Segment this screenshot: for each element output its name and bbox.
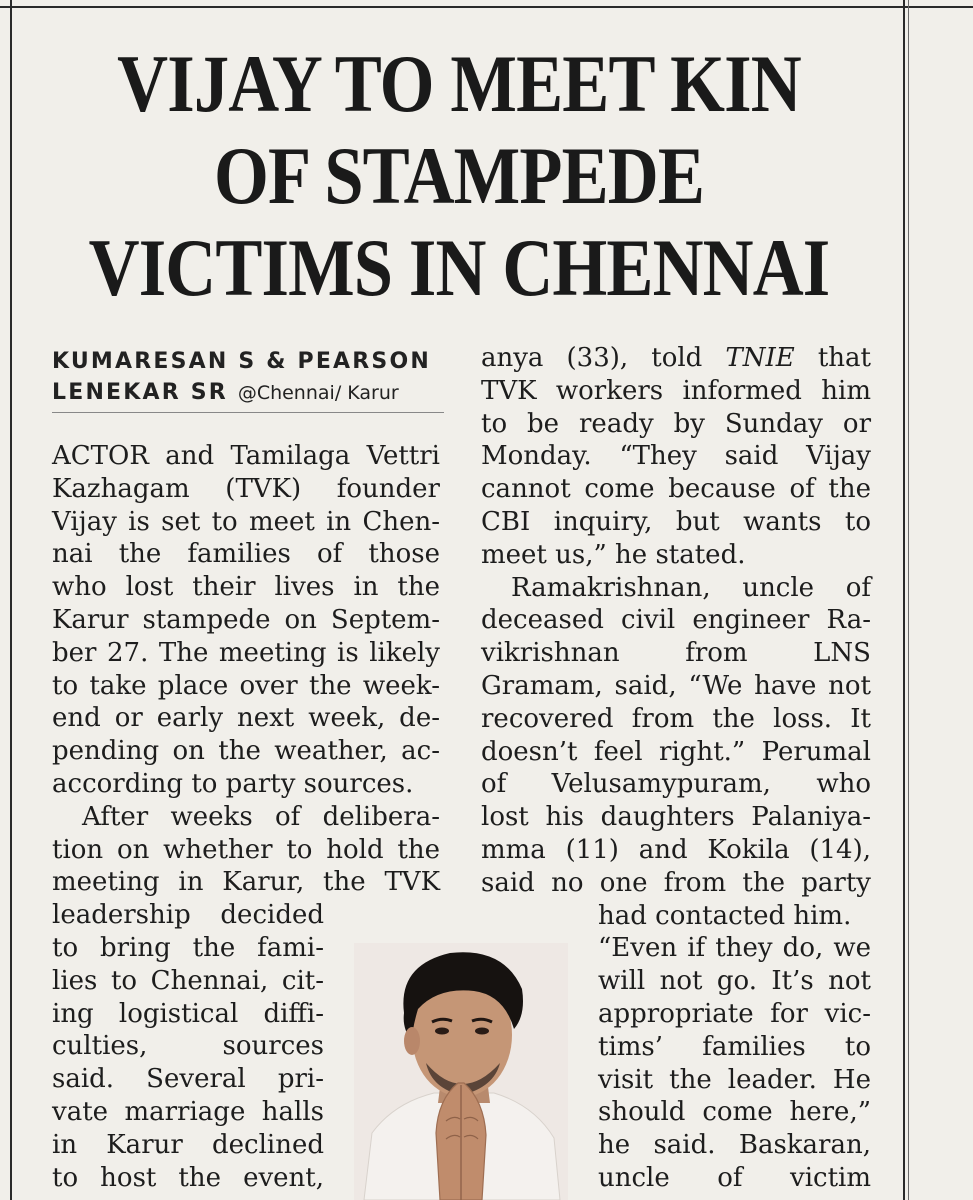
text-line: nai the families of those: [52, 539, 440, 570]
text-line: to be ready by Sunday or: [481, 408, 871, 439]
text-line: ing logistical diffi-: [52, 998, 324, 1029]
text-line: Gramam, said, “We have not: [481, 670, 871, 701]
headline-line: OF STAMPEDE: [213, 130, 705, 221]
text-line: according to party sources.: [52, 768, 414, 799]
text-line: appropriate for vic-: [598, 998, 871, 1029]
text-line: After weeks of delibera-: [82, 801, 440, 832]
text-line: tion on whether to hold the: [52, 834, 440, 865]
text-line: Kazhagam (TVK) founder: [52, 473, 440, 504]
text-line: to host the event,: [52, 1162, 324, 1193]
text-line: said no one from the party: [481, 867, 871, 898]
byline-authors-line2: LENEKAR SR: [52, 380, 228, 405]
text-line: end or early next week, de-: [52, 703, 440, 734]
text-line: Vijay is set to meet in Chen-: [52, 506, 440, 537]
text-line: he said. Baskaran,: [598, 1130, 871, 1161]
text-line: leadership decided: [52, 900, 324, 931]
text-line: culties, sources: [52, 1031, 324, 1062]
byline: [52, 346, 452, 409]
text-line: vikrishnan from LNS: [481, 638, 871, 669]
text-line: CBI inquiry, but wants to: [481, 506, 871, 537]
text-line: should come here,”: [598, 1097, 871, 1128]
left-border-rule: [10, 0, 12, 1200]
text-line: had contacted him.: [598, 900, 852, 931]
publication-name: TNIE: [725, 343, 795, 373]
text-line: cannot come because of the: [481, 474, 871, 505]
text-line: in Karur declined: [52, 1129, 324, 1160]
text-line: TVK workers informed him: [481, 375, 871, 406]
right-border-rule: [903, 0, 905, 1200]
text-line: to take place over the week-: [52, 670, 440, 701]
top-border-rule: [0, 6, 973, 8]
text-line: will not go. It’s not: [598, 966, 871, 997]
text-line: meeting in Karur, the TVK: [52, 867, 440, 898]
text-line: “Even if they do, we: [598, 933, 871, 964]
text-line: ACTOR and Tamilaga Vettri: [52, 441, 440, 471]
text-line: meet us,” he stated.: [481, 539, 746, 570]
text-line: doesn’t feel right.” Perumal: [481, 736, 871, 767]
text-line: Monday. “They said Vijay: [481, 441, 871, 472]
text-line: lost his daughters Palaniya-: [481, 802, 871, 833]
byline-divider: [52, 412, 444, 413]
text-line: uncle of victim: [598, 1162, 871, 1193]
text-line: Karur stampede on Septem-: [52, 604, 440, 635]
text-line: Ramakrishnan, uncle of: [511, 572, 871, 603]
text-line: recovered from the loss. It: [481, 703, 871, 734]
text-line: deceased civil engineer Ra-: [481, 605, 871, 636]
text-line: said. Several pri-: [52, 1064, 324, 1095]
byline-location: @Chennai/ Karur: [237, 382, 399, 404]
text-line: tims’ families to: [598, 1031, 871, 1062]
text-line: anya (33), told TNIE that: [481, 343, 871, 373]
text-line: mma (11) and Kokila (14),: [481, 834, 871, 865]
text-line: vate marriage halls: [52, 1096, 324, 1127]
headline: [83, 38, 835, 314]
vijay-photo: [354, 943, 568, 1200]
headline-line: VIJAY TO MEET KIN: [117, 38, 801, 129]
right-border-rule-thin: [908, 0, 909, 1200]
text-line: ber 27. The meeting is likely: [52, 637, 440, 668]
text-line: who lost their lives in the: [52, 572, 440, 603]
text-line: of Velusamypuram, who: [481, 769, 871, 800]
headline-line: VICTIMS IN CHENNAI: [88, 222, 830, 313]
text-line: pending on the weather, ac-: [52, 736, 440, 767]
man-with-folded-hands-photo: [354, 943, 568, 1200]
text-line: lies to Chennai, cit-: [52, 965, 324, 996]
text-line: to bring the fami-: [52, 932, 324, 963]
text-line: visit the leader. He: [598, 1064, 871, 1095]
byline-authors-line1: KUMARESAN S & PEARSON: [52, 349, 431, 374]
